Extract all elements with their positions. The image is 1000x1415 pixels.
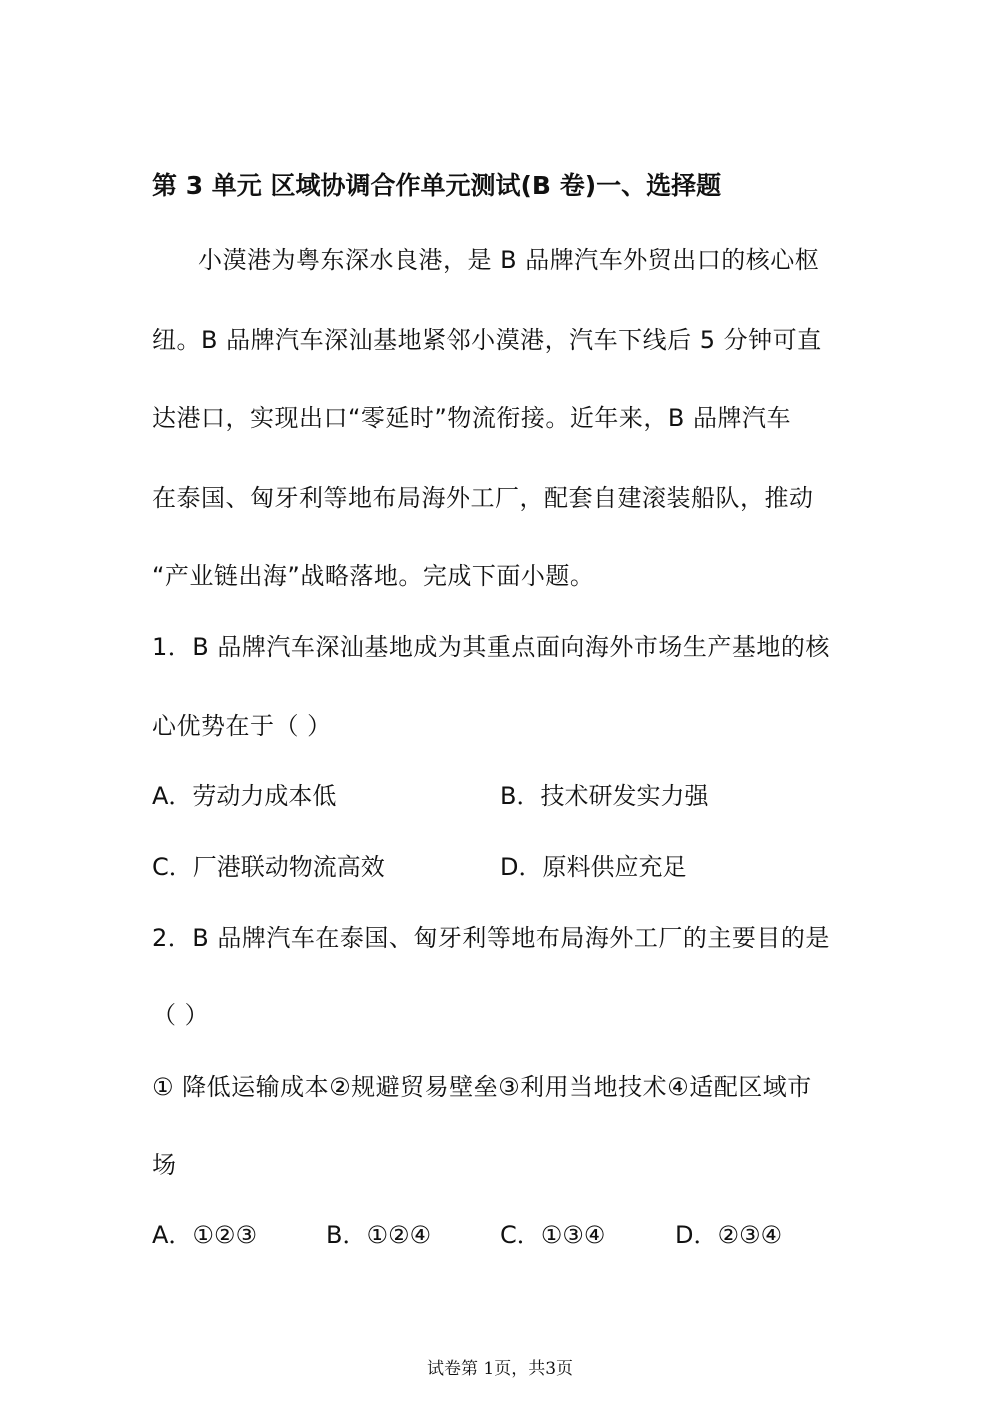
passage-line: 达港口，实现出口“零延时”物流衔接。近年来，B 品牌汽车 — [152, 404, 791, 432]
passage-line: 小漠港为粤东深水良港，是 B 品牌汽车外贸出口的核心枢 — [198, 246, 820, 274]
question-1-stem: 1．B 品牌汽车深汕基地成为其重点面向海外市场生产基地的核 — [152, 633, 830, 661]
question-2-stem: ① 降低运输成本②规避贸易壁垒③利用当地技术④适配区域市 — [152, 1073, 812, 1101]
question-1-option-d[interactable]: D．原料供应充足 — [500, 853, 687, 881]
question-2-stem: （ ） — [152, 1001, 210, 1029]
question-1-stem: 心优势在于（ ） — [152, 712, 332, 740]
question-1-option-b[interactable]: B．技术研发实力强 — [500, 782, 709, 810]
question-2-option-b[interactable]: B．①②④ — [326, 1221, 432, 1249]
question-2-option-c[interactable]: C．①③④ — [500, 1221, 606, 1249]
passage-line: 纽。B 品牌汽车深汕基地紧邻小漠港，汽车下线后 5 分钟可直 — [152, 326, 822, 354]
question-1-option-c[interactable]: C．厂港联动物流高效 — [152, 853, 385, 881]
passage-line: “产业链出海”战略落地。完成下面小题。 — [152, 562, 595, 590]
question-1-option-a[interactable]: A．劳动力成本低 — [152, 782, 337, 810]
question-2-stem: 场 — [152, 1151, 177, 1179]
page-footer: 试卷第 1页，共3页 — [426, 1359, 574, 1379]
question-2-stem: 2．B 品牌汽车在泰国、匈牙利等地布局海外工厂的主要目的是 — [152, 924, 830, 952]
page-title: 第 3 单元 区域协调合作单元测试(B 卷)一、选择题 — [152, 171, 722, 200]
passage-line: 在泰国、匈牙利等地布局海外工厂，配套自建滚装船队，推动 — [152, 484, 814, 512]
question-2-option-a[interactable]: A．①②③ — [152, 1221, 257, 1249]
question-2-option-d[interactable]: D．②③④ — [675, 1221, 783, 1249]
